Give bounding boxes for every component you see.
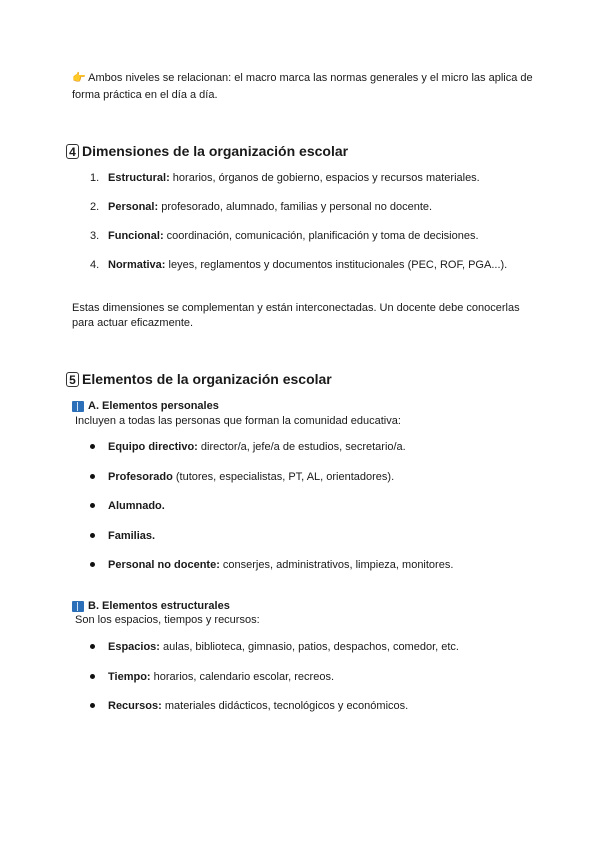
list-item: Personal no docente: conserjes, administrativos, limpieza, monitores. bbox=[90, 559, 453, 571]
section-4-title: Dimensiones de la organización escolar bbox=[82, 143, 349, 159]
list-item: Tiempo: horarios, calendario escolar, recreos. bbox=[90, 671, 334, 683]
section-4-heading bbox=[66, 143, 348, 159]
bullet-icon bbox=[90, 703, 95, 708]
list-item: 4. Normativa: leyes, reglamentos y documentos institucionales (PEC, ROF, PGA...). bbox=[90, 259, 508, 271]
list-item: 3. Funcional: coordinación, comunicación, planificación y toma de decisiones. bbox=[90, 230, 479, 242]
list-item: 2. Personal: profesorado, alumnado, familias y personal no docente. bbox=[90, 201, 433, 213]
list-item: 1. Estructural: horarios, órganos de gobierno, espacios y recursos materiales. bbox=[90, 172, 480, 184]
list-item: Recursos: materiales didácticos, tecnológicos y económicos. bbox=[90, 700, 408, 712]
pointing-hand-icon: 👉 bbox=[72, 72, 86, 84]
bullet-icon bbox=[90, 444, 95, 449]
subsection-a-intro: Incluyen a todas las personas que forman la comunidad educativa: bbox=[75, 415, 401, 427]
bullet-icon bbox=[90, 562, 95, 567]
bullet-icon bbox=[90, 674, 95, 679]
bullet-icon bbox=[90, 644, 95, 649]
intro-text: Ambos niveles se relacionan: el macro marca las normas generales y el micro las aplica de forma práctica en el día a día. bbox=[72, 72, 533, 101]
list-item: Profesorado (tutores, especialistas, PT, AL, orientadores). bbox=[90, 471, 394, 483]
subsection-a-heading bbox=[72, 400, 219, 412]
bullet-icon bbox=[90, 474, 95, 479]
subsection-b-title: B. Elementos estructurales bbox=[88, 600, 230, 612]
blue-book-icon bbox=[72, 601, 84, 612]
blue-book-icon bbox=[72, 401, 84, 412]
dimensions-closing-paragraph: Estas dimensiones se complementan y están interconectadas. Un docente debe conocerlas para actuar eficazmente. bbox=[72, 302, 520, 329]
list-item: Familias. bbox=[90, 530, 155, 542]
bullet-icon bbox=[90, 533, 95, 538]
bullet-icon bbox=[90, 503, 95, 508]
section-4-number: 4 bbox=[66, 144, 79, 159]
subsection-b-intro: Son los espacios, tiempos y recursos: bbox=[75, 614, 260, 626]
subsection-a-title: A. Elementos personales bbox=[88, 400, 219, 412]
list-item: Equipo directivo: director/a, jefe/a de estudios, secretario/a. bbox=[90, 441, 406, 453]
intro-paragraph bbox=[72, 70, 542, 104]
section-5-title: Elementos de la organización escolar bbox=[82, 371, 332, 387]
section-5-number: 5 bbox=[66, 372, 79, 387]
subsection-b-heading bbox=[72, 600, 230, 612]
list-item: Espacios: aulas, biblioteca, gimnasio, patios, despachos, comedor, etc. bbox=[90, 641, 459, 653]
list-item: Alumnado. bbox=[90, 500, 165, 512]
section-5-heading bbox=[66, 371, 332, 387]
